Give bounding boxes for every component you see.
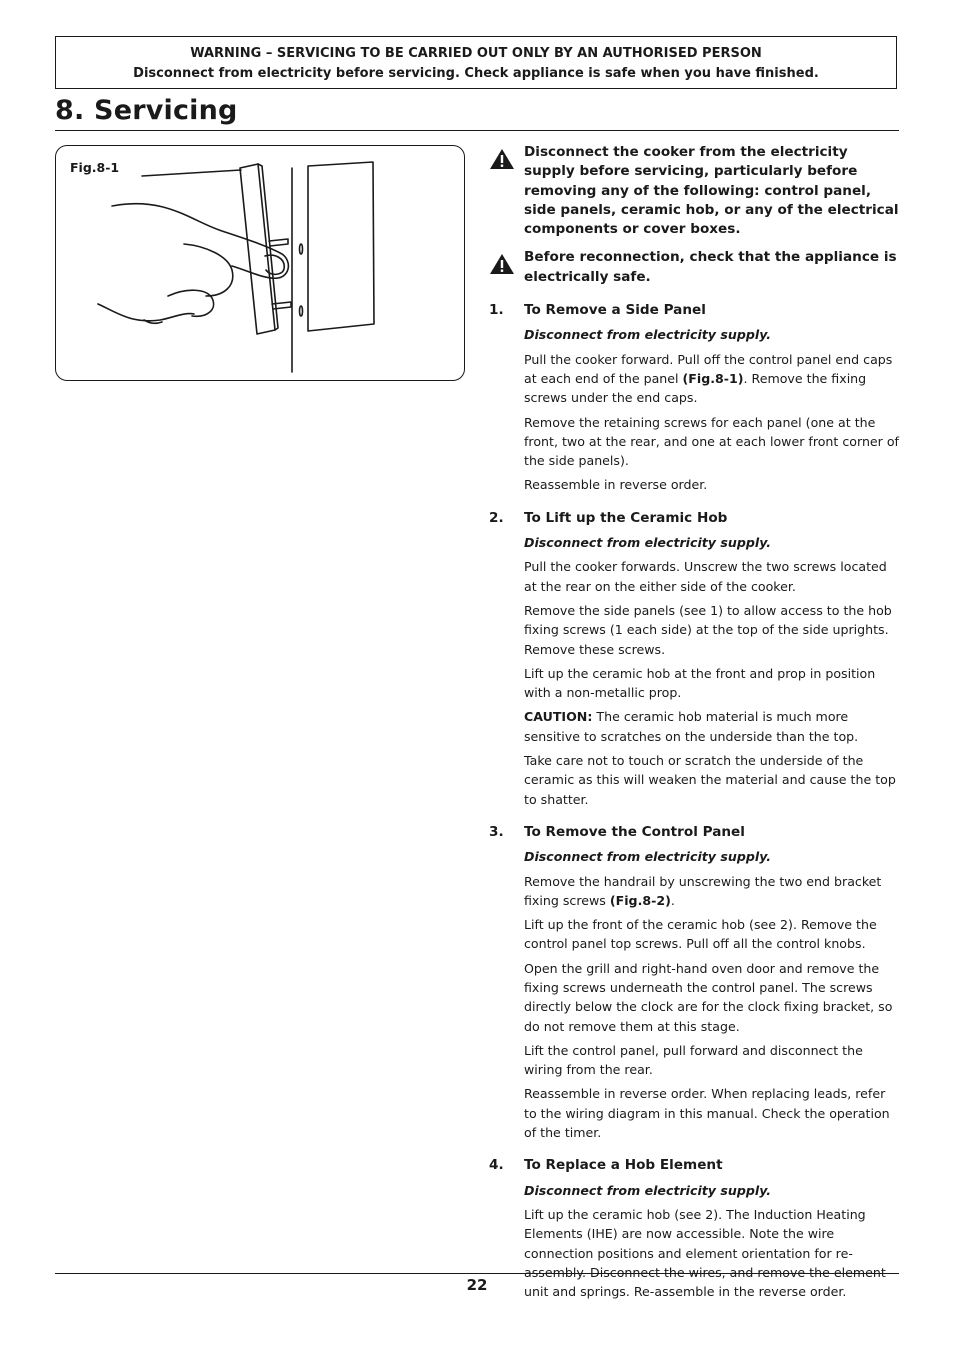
figure-8-1 <box>55 145 465 381</box>
step-subtitle: Disconnect from electricity supply. <box>524 535 772 551</box>
step-title: To Lift up the Ceramic Hob <box>524 509 728 526</box>
figure-label: Fig.8-1 <box>70 160 120 175</box>
section-title: 8. Servicing <box>55 95 238 126</box>
step-paragraph: Open the grill and right-hand oven door and remove the fixing screws underneath the control panel. The screws directly below the clock are for the clock fixing bracket, so do not remove them at this stage. <box>524 960 893 1034</box>
step-paragraph: Remove the retaining screws for each panel (one at the front, two at the rear, and one at each lower front corner of the side panels). <box>524 414 899 469</box>
hand-removing-end-cap-illustration <box>56 146 465 381</box>
warning-banner <box>55 36 897 89</box>
warning-line-1: WARNING – SERVICING TO BE CARRIED OUT ONLY BY AN AUTHORISED PERSON <box>190 46 762 61</box>
warning-text: Disconnect the cooker from the electricity supply before servicing, particularly before removing any of the following: control panel, side panels, ceramic hob, or any of the electrical components or cover boxes. <box>524 144 899 238</box>
step-paragraph: Lift the control panel, pull forward and disconnect the wiring from the rear. <box>524 1042 863 1078</box>
step-number: 4. <box>489 1157 504 1174</box>
step-paragraph: Lift up the ceramic hob (see 2). The Induction Heating Elements (IHE) are now accessible. Note the wire connection positions and element orientation for re-assembly. Disconnect the wires, and remove the element unit and springs. Re-assemble in the reverse order. <box>524 1206 886 1300</box>
step-paragraph: Remove the side panels (see 1) to allow access to the hob fixing screws (1 each side) at the top of the side uprights. Remove these screws. <box>524 602 892 657</box>
figure-reference: (Fig.8-2) <box>609 892 671 908</box>
caution-label: CAUTION: <box>524 709 593 725</box>
warning-triangle-icon <box>489 148 515 170</box>
step-paragraph: Pull the cooker forward. Pull off the control panel end caps at each end of the panel (Fig.8-1). Remove the fixing screws under the end caps. <box>524 351 893 406</box>
step-title: To Remove the Control Panel <box>524 823 745 840</box>
step-title: To Replace a Hob Element <box>524 1157 723 1174</box>
step-lift-ceramic-hob <box>487 509 899 809</box>
step-paragraph: Lift up the ceramic hob at the front and prop in position with a non-metallic prop. <box>524 665 876 701</box>
page-number: 22 <box>466 1276 488 1294</box>
step-subtitle: Disconnect from electricity supply. <box>524 849 772 865</box>
step-subtitle: Disconnect from electricity supply. <box>524 1182 772 1198</box>
warning-triangle-icon <box>489 253 515 275</box>
step-paragraph: Reassemble in reverse order. When replacing leads, refer to the wiring diagram in this manual. Check the operation of the timer. <box>524 1086 890 1141</box>
caution-paragraph: CAUTION: The ceramic hob material is much more sensitive to scratches on the underside than the top. <box>524 709 859 744</box>
step-remove-control-panel <box>487 823 899 1142</box>
step-title: To Remove a Side Panel <box>524 302 706 319</box>
step-paragraph: Remove the handrail by unscrewing the two end bracket fixing screws (Fig.8-2). <box>524 873 882 908</box>
warning-text: Before reconnection, check that the appliance is electrically safe. <box>524 249 897 285</box>
servicing-instructions <box>487 143 899 1306</box>
step-remove-side-panel <box>487 301 899 495</box>
step-paragraph: Reassemble in reverse order. <box>524 477 708 493</box>
step-number: 2. <box>489 509 504 526</box>
step-number: 1. <box>489 302 504 319</box>
step-subtitle: Disconnect from electricity supply. <box>524 327 772 343</box>
step-paragraph: Lift up the front of the ceramic hob (see 2). Remove the control panel top screws. Pull off all the control knobs. <box>524 917 877 952</box>
warning-note-2 <box>487 248 899 287</box>
step-paragraph: Take care not to touch or scratch the underside of the ceramic as this will weaken the material and cause the top to shatter. <box>524 753 896 807</box>
step-paragraph: Pull the cooker forwards. Unscrew the two screws located at the rear on the either side of the cooker. <box>524 559 887 594</box>
footer-divider <box>55 1273 899 1274</box>
figure-reference: (Fig.8-1) <box>682 370 744 386</box>
step-number: 3. <box>489 823 504 840</box>
warning-line-2: Disconnect from electricity before servicing. Check appliance is safe when you have finished. <box>133 66 819 81</box>
title-divider <box>55 130 899 131</box>
warning-note-1 <box>487 143 899 239</box>
